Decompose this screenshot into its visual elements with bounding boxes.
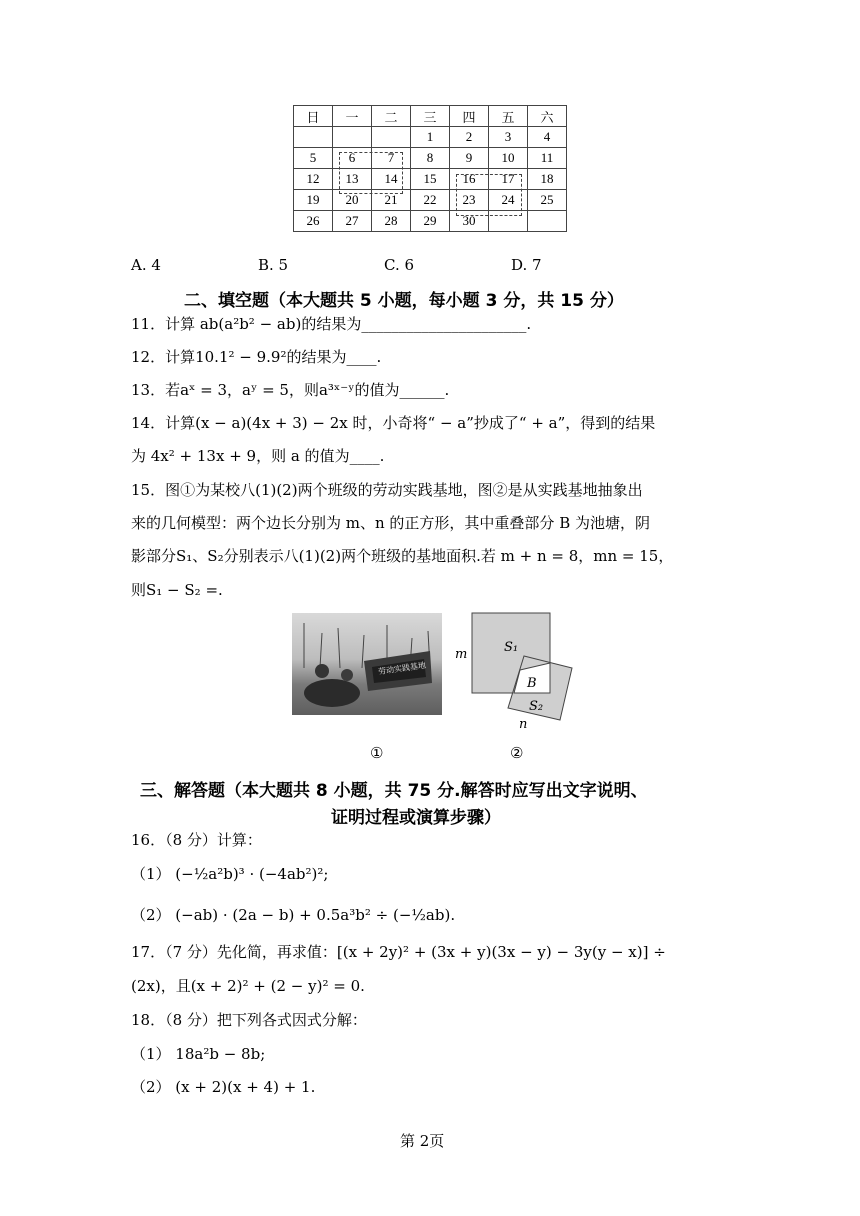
calendar-cell <box>489 211 528 232</box>
calendar-cell <box>528 211 567 232</box>
question-18-part1: （1） 18a²b − 8b; <box>131 1045 266 1063</box>
calendar-cell: 28 <box>372 211 411 232</box>
calendar-header-cell: 三 <box>411 106 450 127</box>
calendar-cell: 30 <box>450 211 489 232</box>
calendar-cell: 5 <box>294 148 333 169</box>
option-c: C. 6 <box>384 256 415 274</box>
calendar-row <box>294 148 567 169</box>
calendar-cell: 11 <box>528 148 567 169</box>
calendar-cell: 10 <box>489 148 528 169</box>
calendar-cell: 15 <box>411 169 450 190</box>
calendar-table-container <box>293 105 567 232</box>
label-b: B <box>527 676 537 691</box>
section2-heading: 二、填空题（本大题共 5 小题，每小题 3 分，共 15 分） <box>184 291 624 311</box>
label-n: n <box>519 717 528 732</box>
section3-heading-line2: 证明过程或演算步骤） <box>331 808 501 828</box>
calendar-cell: 17 <box>489 169 528 190</box>
calendar-cell: 9 <box>450 148 489 169</box>
calendar-table <box>293 105 567 232</box>
calendar-cell: 26 <box>294 211 333 232</box>
calendar-cell: 12 <box>294 169 333 190</box>
calendar-cell: 3 <box>489 127 528 148</box>
calendar-header-row <box>294 106 567 127</box>
calendar-cell: 4 <box>528 127 567 148</box>
section3-heading-line1: 三、解答题（本大题共 8 小题，共 75 分.解答时应写出文字说明、 <box>140 781 648 801</box>
calendar-header-cell: 日 <box>294 106 333 127</box>
option-d: D. 7 <box>511 256 542 274</box>
calendar-cell: 25 <box>528 190 567 211</box>
question-18-stem: 18．（8 分）把下列各式因式分解： <box>131 1011 367 1029</box>
calendar-row <box>294 190 567 211</box>
labor-base-photo <box>292 613 442 715</box>
calendar-cell: 21 <box>372 190 411 211</box>
question-17-line1: 17．（7 分）先化简，再求值：[(x + 2y)² + (3x + y)(3x − y) − 3y(y − x)] ÷ <box>131 943 666 961</box>
calendar-cell <box>372 127 411 148</box>
calendar-cell <box>294 127 333 148</box>
calendar-cell: 1 <box>411 127 450 148</box>
question-11: 11．计算 ab(a²b² − ab)的结果为______________________. <box>131 315 532 333</box>
calendar-cell: 23 <box>450 190 489 211</box>
calendar-cell <box>333 127 372 148</box>
question-15-line1: 15．图①为某校八(1)(2)两个班级的劳动实践基地，图②是从实践基地抽象出 <box>131 481 643 499</box>
figure-caption-2: ② <box>510 744 524 762</box>
calendar-row <box>294 211 567 232</box>
calendar-cell: 6 <box>333 148 372 169</box>
label-s2: S₂ <box>529 699 544 714</box>
question-17-line2: (2x)，且(x + 2)² + (2 − y)² = 0. <box>131 977 365 995</box>
question-15-line4: 则S₁ − S₂ =. <box>131 581 223 599</box>
question-16-part1: （1） (−½a²b)³ · (−4ab²)²; <box>131 865 329 883</box>
calendar-cell: 24 <box>489 190 528 211</box>
label-m: m <box>455 647 468 662</box>
question-13: 13．若aˣ = 3，aʸ = 5，则a³ˣ⁻ʸ的值为______. <box>131 381 450 399</box>
figure-caption-1: ① <box>370 744 384 762</box>
option-a: A. 4 <box>131 256 161 274</box>
question-15-line2: 来的几何模型：两个边长分别为 m、n 的正方形，其中重叠部分 B 为池塘，阴 <box>131 514 650 532</box>
calendar-cell: 8 <box>411 148 450 169</box>
calendar-cell: 14 <box>372 169 411 190</box>
label-s1: S₁ <box>504 640 519 655</box>
calendar-cell: 16 <box>450 169 489 190</box>
calendar-cell: 19 <box>294 190 333 211</box>
calendar-cell: 7 <box>372 148 411 169</box>
calendar-cell: 18 <box>528 169 567 190</box>
option-b: B. 5 <box>258 256 289 274</box>
calendar-cell: 22 <box>411 190 450 211</box>
question-12: 12．计算10.1² − 9.9²的结果为____. <box>131 348 382 366</box>
question-15-line3: 影部分S₁、S₂分别表示八(1)(2)两个班级的基地面积.若 m + n = 8，mn = 15， <box>131 547 674 565</box>
photo-sign-text: 劳动实践基地 <box>377 660 427 677</box>
page-footer: 第 2页 <box>400 1132 445 1150</box>
calendar-cell: 13 <box>333 169 372 190</box>
question-16-part2: （2） (−ab) · (2a − b) + 0.5a³b² ÷ (−½ab). <box>131 906 456 924</box>
calendar-header-cell: 二 <box>372 106 411 127</box>
calendar-header-cell: 五 <box>489 106 528 127</box>
calendar-cell: 2 <box>450 127 489 148</box>
question-18-part2: （2） (x + 2)(x + 4) + 1. <box>131 1078 316 1096</box>
calendar-header-cell: 六 <box>528 106 567 127</box>
calendar-header-cell: 一 <box>333 106 372 127</box>
calendar-cell: 20 <box>333 190 372 211</box>
calendar-cell: 29 <box>411 211 450 232</box>
question-16-stem: 16．（8 分）计算： <box>131 831 262 849</box>
calendar-row <box>294 127 567 148</box>
question-14-line1: 14．计算(x − a)(4x + 3) − 2x 时，小奇将“ − a”抄成了“ + a”，得到的结果 <box>131 414 656 432</box>
calendar-header-cell: 四 <box>450 106 489 127</box>
question-14-line2: 为 4x² + 13x + 9，则 a 的值为____. <box>131 447 385 465</box>
calendar-cell: 27 <box>333 211 372 232</box>
calendar-row <box>294 169 567 190</box>
